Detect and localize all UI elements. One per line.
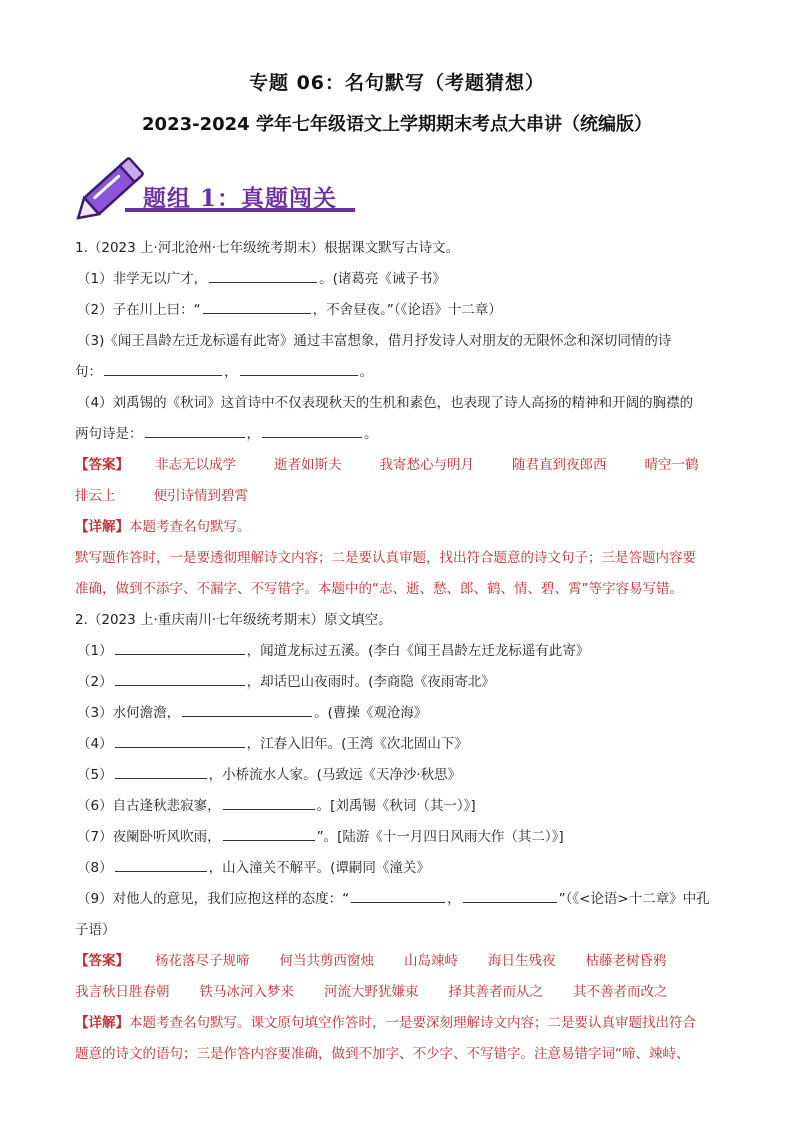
item-text: ， — [447, 891, 461, 907]
answer-text: 海日生残夜 — [488, 953, 556, 969]
item-text: （2） — [77, 674, 113, 690]
answer-blank[interactable] — [115, 764, 207, 779]
q2-item-8 — [75, 853, 725, 884]
q2-detail-line-1 — [75, 1008, 725, 1039]
answer-text: 山岛竦峙 — [404, 953, 458, 969]
detail-label: 【详解】 — [75, 1015, 129, 1031]
q2-item-9-cont: 子语） — [75, 922, 116, 938]
item-text: ，却话巴山夜雨时。(李商隐《夜雨寄北》 — [246, 674, 495, 690]
answer-label: 【答案】 — [75, 953, 129, 969]
item-text: ，山入潼关不解平。(谭嗣同《潼关》 — [208, 860, 430, 876]
item-text: 。[刘禹锡《秋词（其一）》] — [316, 798, 476, 814]
answer-blank[interactable] — [240, 361, 358, 376]
answer-blank[interactable] — [351, 888, 445, 903]
answer-blank[interactable] — [223, 826, 315, 841]
answer-blank[interactable] — [115, 640, 245, 655]
item-text: （2）子在川上曰：“ — [77, 302, 201, 318]
answer-text: 晴空一鹤 — [644, 457, 699, 473]
answer-text: 逝者如斯夫 — [274, 457, 342, 473]
item-text: （1） — [77, 643, 113, 659]
q2-item-6 — [75, 791, 725, 822]
item-text: ，不舍昼夜。”（《论语》十二章） — [312, 302, 502, 318]
item-text: ，小桥流水人家。(马致远《天净沙·秋思》 — [208, 767, 462, 783]
item-text: ， — [246, 426, 260, 442]
q2-answer-line-2 — [75, 977, 725, 1008]
item-text: （7）夜阑卧听风吹雨， — [77, 829, 221, 845]
q1-detail-line-3: 准确，做到不添字、不漏字、不写错字。本题中的“志、逝、愁、郎、鹤、情、碧、霄”等字容易写错。 — [75, 581, 683, 597]
q2-item-2 — [75, 667, 725, 698]
answer-text: 何当共剪西窗烛 — [279, 953, 374, 969]
answer-blank[interactable] — [463, 888, 557, 903]
detail-text: 本题考查名句默写。 — [129, 519, 251, 535]
q2-item-1 — [75, 636, 725, 667]
q1-item-4: （4）刘禹锡的《秋词》这首诗中不仅表现秋天的生机和素色，也表现了诗人高扬的精神和开阔的胸襟的 — [77, 395, 694, 411]
answer-blank[interactable] — [262, 423, 362, 438]
q1-answer-line-1 — [75, 450, 725, 481]
answer-text: 非志无以成学 — [155, 457, 236, 473]
answer-blank[interactable] — [209, 268, 317, 283]
answer-text: 择其善者而从之 — [448, 984, 543, 1000]
item-text: （8） — [77, 860, 113, 876]
item-text: （4） — [77, 736, 113, 752]
answer-blank[interactable] — [145, 423, 245, 438]
answer-blank[interactable] — [182, 702, 312, 717]
item-text: （5） — [77, 767, 113, 783]
item-text: 两句诗是： — [75, 426, 143, 442]
answer-text: 其不善者而改之 — [573, 984, 668, 1000]
item-text: ，江春入旧年。(王湾《次北固山下》 — [246, 736, 468, 752]
item-text: （3）水何澹澹， — [77, 705, 181, 721]
q1-item-1 — [75, 264, 725, 295]
answer-label: 【答案】 — [75, 457, 129, 473]
banner-label: 题组 1：真题闯关 — [143, 185, 338, 212]
question-content — [75, 233, 725, 1070]
document-title: 专题 06：名句默写（考题猜想） — [248, 72, 546, 94]
q2-item-4 — [75, 729, 725, 760]
q1-detail-line-1 — [75, 512, 725, 543]
answer-blank[interactable] — [115, 671, 245, 686]
q1-answer-line-2 — [75, 481, 725, 512]
answer-text: 杨花落尽子规啼 — [155, 953, 250, 969]
answer-blank[interactable] — [115, 733, 245, 748]
question-2-stem: 2.（2023 上·重庆南川·七年级统考期末）原文填空。 — [75, 612, 392, 628]
item-text: ，闻道龙标过五溪。(李白《闻王昌龄左迁龙标遥有此寄》 — [246, 643, 590, 659]
answer-text: 我言秋日胜春朝 — [75, 984, 170, 1000]
answer-text: 铁马冰河入梦来 — [199, 984, 294, 1000]
q2-item-7 — [75, 822, 725, 853]
item-text: （6）自古逢秋悲寂寥， — [77, 798, 221, 814]
item-text: （1）非学无以广才， — [77, 271, 208, 287]
q2-item-5 — [75, 760, 725, 791]
item-text: 。(曹操《观沧海》 — [314, 705, 428, 721]
q2-answer-line-1 — [75, 946, 725, 977]
item-text: 。 — [364, 426, 378, 442]
answer-blank[interactable] — [104, 361, 222, 376]
q1-item-3-cont: 句： ， 。 — [75, 357, 725, 388]
answer-text: 枯藤老树昏鸦 — [585, 953, 667, 969]
q1-item-2 — [75, 295, 725, 326]
q2-detail-line-2: 题意的诗文的语句；三是作答内容要准确，做到不加字、不少字、不写错字。注意易错字词“啼、竦峙、 — [75, 1046, 690, 1062]
detail-label: 【详解】 — [75, 519, 129, 535]
answer-text: 排云上 — [75, 488, 116, 504]
section-banner — [75, 150, 375, 220]
answer-text: 我寄愁心与明月 — [379, 457, 474, 473]
item-text: 句： — [75, 364, 102, 380]
question-1-stem: 1.（2023 上·河北沧州·七年级统考期末）根据课文默写古诗文。 — [75, 240, 460, 256]
q1-detail-line-2: 默写题作答时，一是要透彻理解诗文内容；二是要认真审题，找出符合题意的诗文句子；三是答题内容要 — [75, 550, 696, 566]
answer-blank[interactable] — [203, 299, 311, 314]
detail-text: 本题考查名句默写。课文原句填空作答时，一是要深刻理解诗文内容；二是要认真审题找出符合 — [129, 1015, 696, 1031]
item-text: 。 — [359, 364, 373, 380]
item-text: 。(诸葛亮《诫子书》 — [319, 271, 446, 287]
document-subtitle: 2023-2024 学年七年级语文上学期期末考点大串讲（统编版） — [142, 114, 652, 135]
answer-text: 随君直到夜郎西 — [512, 457, 607, 473]
answer-text: 河流大野犹嫌束 — [324, 984, 419, 1000]
answer-blank[interactable] — [115, 857, 207, 872]
q2-item-3 — [75, 698, 725, 729]
item-text: （9）对他人的意见，我们应抱这样的态度：“ — [77, 891, 350, 907]
q1-item-3: （3)《闻王昌龄左迁龙标遥有此寄》通过丰富想象，借月抒发诗人对朋友的无限怀念和深切同情的诗 — [77, 333, 672, 349]
answer-text: 便引诗情到碧霄 — [153, 488, 248, 504]
answer-blank[interactable] — [223, 795, 315, 810]
q2-item-9 — [75, 884, 725, 915]
item-text: ”（《<论语>十二章》中孔 — [558, 891, 710, 907]
item-text: ”。[陆游《十一月四日风雨大作（其二）》] — [316, 829, 564, 845]
q1-item-4-cont — [75, 419, 725, 450]
